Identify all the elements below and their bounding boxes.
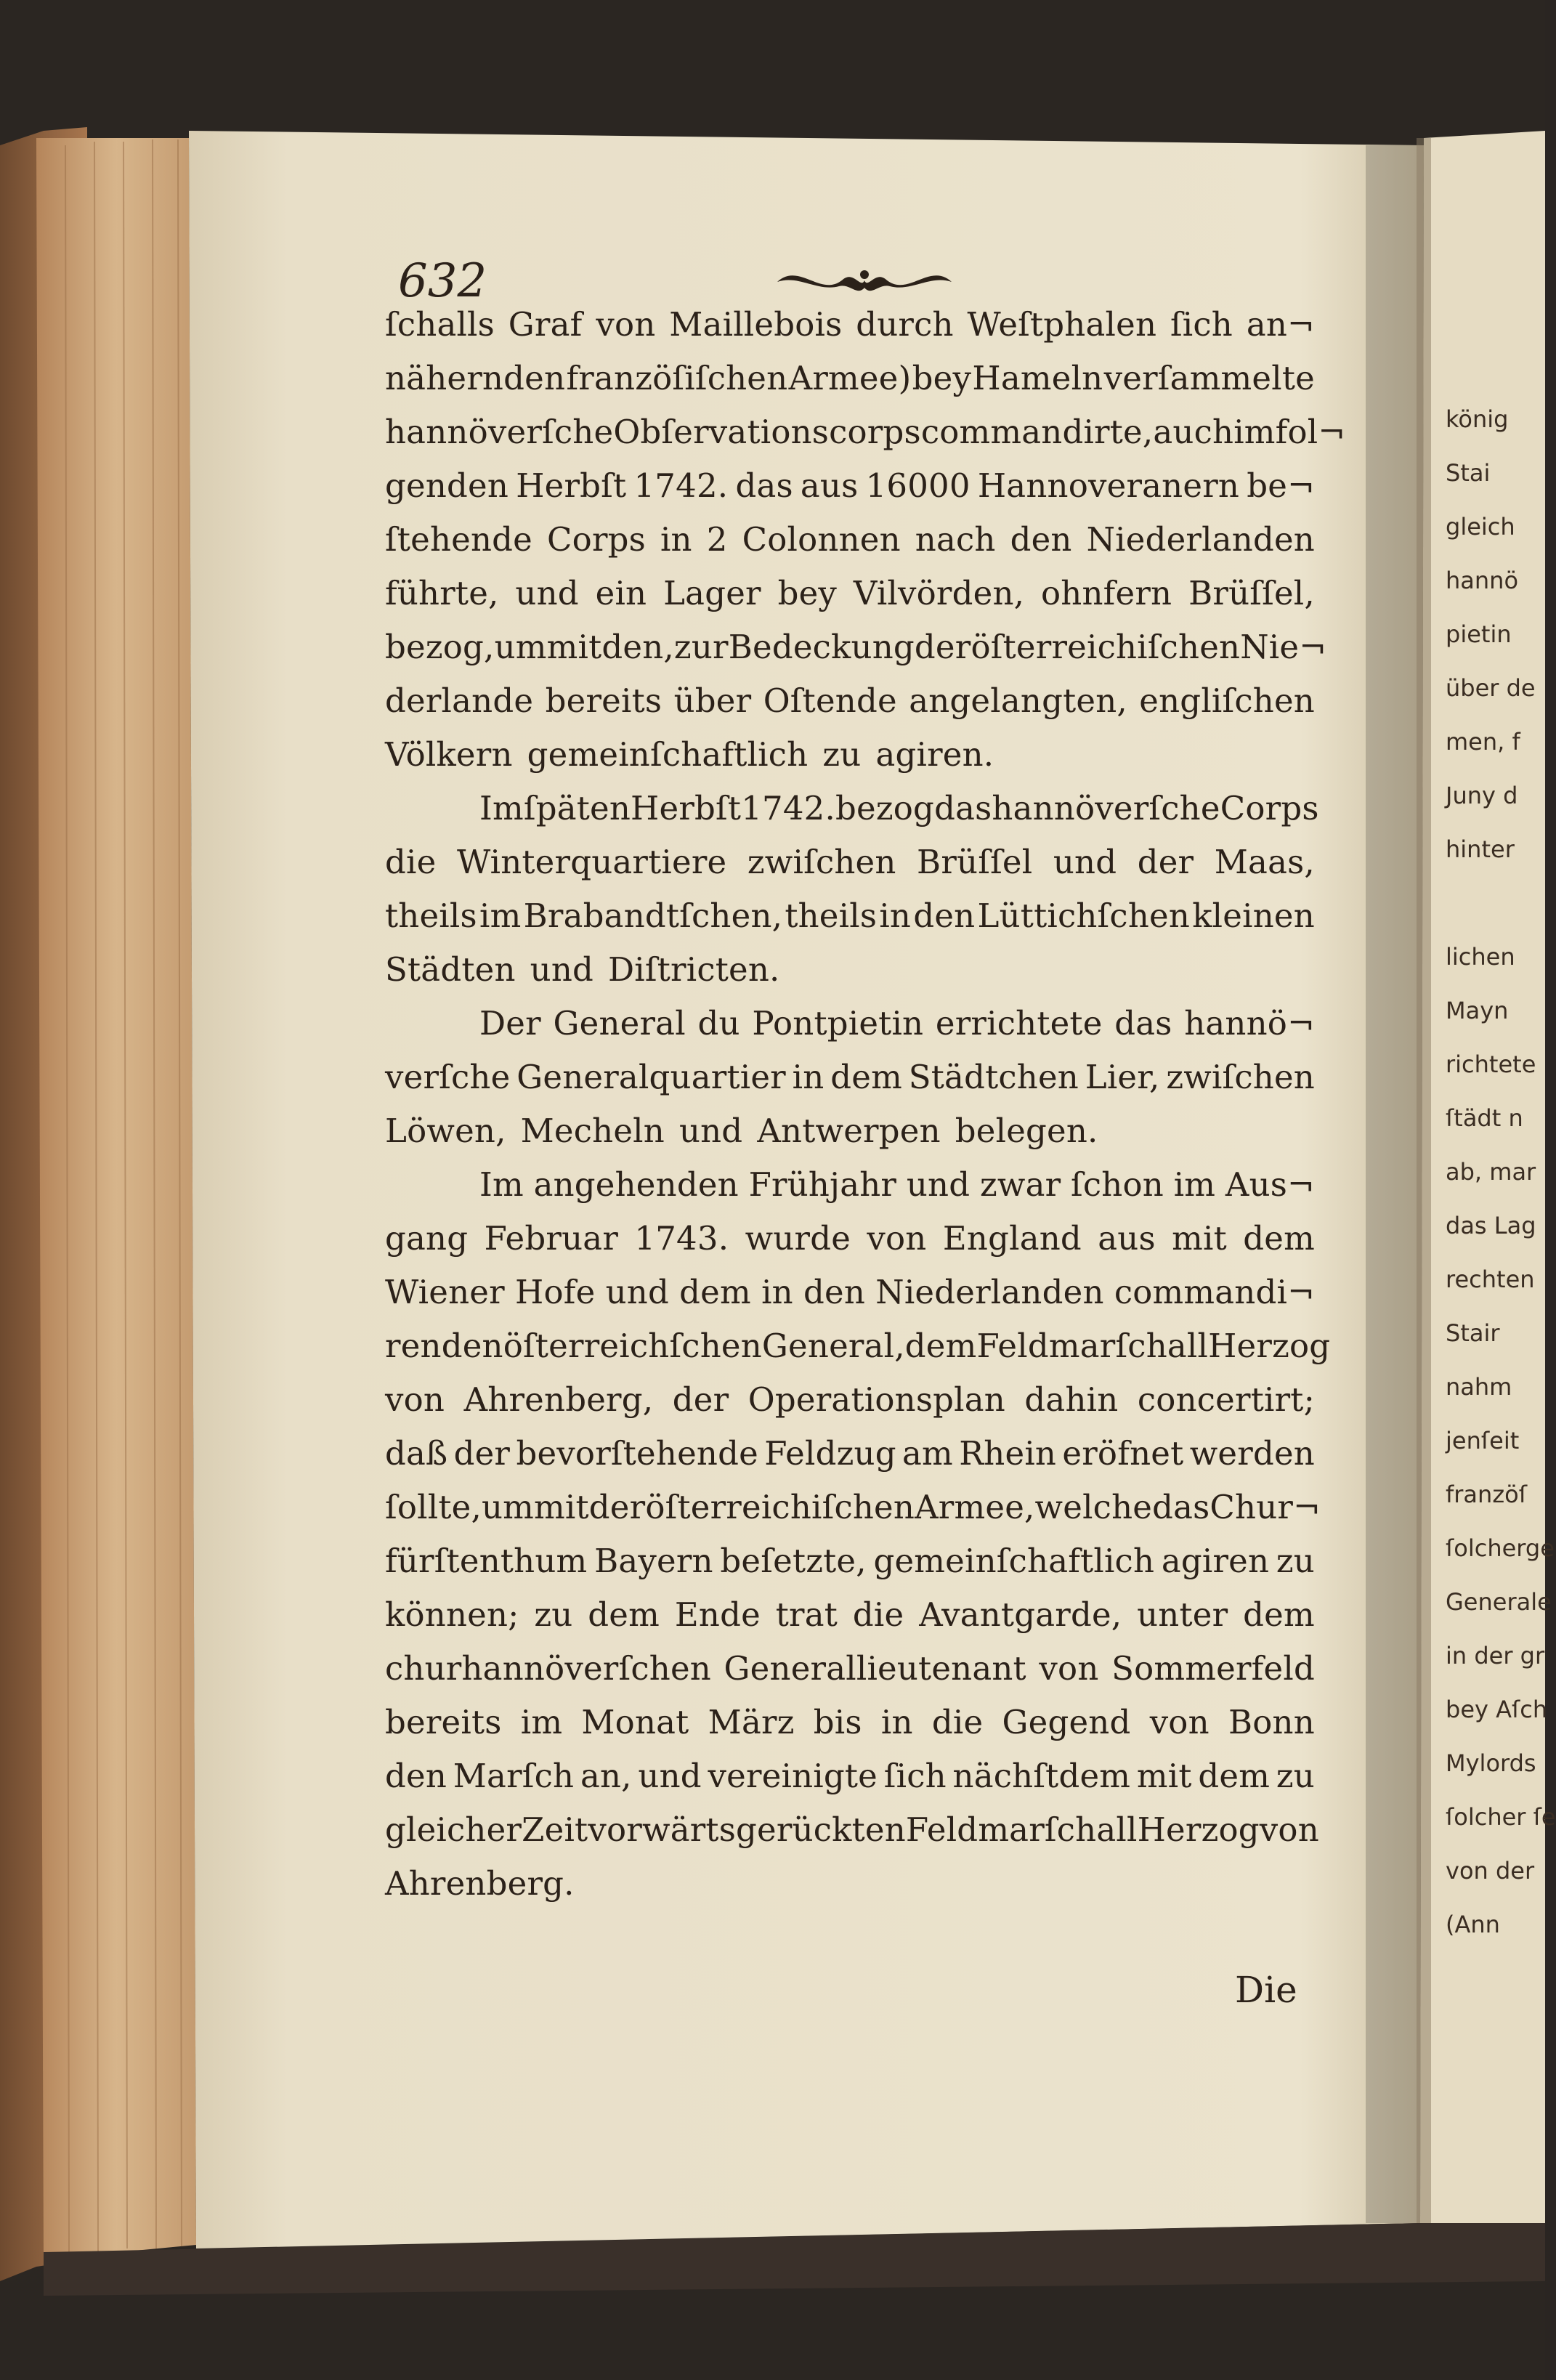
word: Lier, — [1085, 1058, 1160, 1096]
word: zwar — [979, 1165, 1061, 1204]
word: Ahrenberg. — [385, 1864, 575, 1903]
text-line — [385, 1488, 1321, 1542]
word: Generallieutenant — [724, 1649, 1026, 1688]
word: Februar — [484, 1219, 619, 1258]
right-page-fragment: könig — [1446, 405, 1509, 433]
text-line — [385, 305, 1315, 359]
word: Bedeckung — [728, 628, 915, 666]
text-line — [385, 413, 1346, 466]
word: Chur¬ — [1209, 1488, 1321, 1526]
word: März — [708, 1703, 795, 1741]
word: theils — [785, 896, 878, 935]
word: können; — [385, 1595, 519, 1634]
word: dem — [588, 1595, 660, 1634]
right-page-fragment: ab, mar — [1446, 1158, 1536, 1186]
word: daß — [385, 1434, 448, 1473]
text-line — [385, 1004, 1315, 1058]
text-line — [385, 1703, 1315, 1757]
word: an¬ — [1246, 305, 1315, 344]
word: bereits — [545, 681, 662, 720]
text-line — [385, 681, 1315, 735]
word: über — [673, 681, 752, 720]
word: kleinen — [1192, 896, 1315, 935]
text-line — [385, 466, 1315, 520]
word: welche — [1034, 1488, 1153, 1526]
word: Ende — [674, 1595, 761, 1634]
word: und — [1053, 843, 1117, 881]
word: angelangten, — [909, 681, 1127, 720]
word: öſterreichiſchen — [645, 1488, 915, 1526]
word: und — [515, 574, 579, 612]
text-line — [385, 1380, 1315, 1434]
word: Der — [479, 1004, 541, 1043]
word: Bayern — [594, 1542, 713, 1580]
ornament-icon — [770, 254, 959, 305]
word: General, — [761, 1327, 905, 1365]
word: Corps — [1220, 789, 1319, 827]
right-page-fragment: pietin — [1446, 620, 1512, 648]
word: bezog, — [385, 628, 495, 666]
word: in — [879, 896, 912, 935]
word: Städtchen — [908, 1058, 1079, 1096]
word: um — [481, 1488, 535, 1526]
word: um — [494, 628, 547, 666]
word: hannöverſche — [992, 789, 1220, 827]
word: bezog — [835, 789, 935, 827]
right-page-fragment: Stai — [1446, 459, 1491, 487]
word: Aus¬ — [1225, 1165, 1315, 1204]
word: du — [697, 1004, 740, 1043]
text-line — [385, 1864, 1315, 1918]
word: engliſchen — [1139, 681, 1315, 720]
word: der — [588, 1488, 646, 1526]
word: mit — [1172, 1219, 1227, 1258]
word: in — [792, 1058, 824, 1096]
right-page-fragment: in der gr — [1446, 1642, 1545, 1669]
word: 1743. — [634, 1219, 729, 1258]
word: eröfnet — [1062, 1434, 1184, 1473]
word: von — [385, 1380, 445, 1419]
word: Lüttichſchen — [977, 896, 1191, 935]
word: Mecheln — [520, 1112, 665, 1150]
word: das — [934, 789, 992, 827]
word: Im — [479, 1165, 524, 1204]
word: zu — [822, 735, 862, 774]
text-line — [385, 574, 1315, 628]
word: Niederlanden — [1086, 520, 1315, 559]
word: den — [385, 1757, 447, 1795]
word: Brüſſel — [917, 843, 1033, 881]
text-line — [385, 950, 1315, 1004]
word: Hameln — [972, 359, 1103, 397]
word: Feldmarſchall — [905, 1810, 1138, 1849]
word: Frühjahr — [748, 1165, 897, 1204]
word: Herzog — [1137, 1810, 1260, 1849]
text-line — [385, 1434, 1315, 1488]
word: commandi¬ — [1114, 1273, 1315, 1311]
right-page-fragment: Stair — [1446, 1319, 1500, 1347]
word: und — [605, 1273, 669, 1311]
right-page-fragment — [1446, 876, 1533, 930]
word: öſterreichſchen — [503, 1327, 762, 1365]
word: bis — [813, 1703, 862, 1741]
word: die — [852, 1595, 904, 1634]
word: unter — [1137, 1595, 1228, 1634]
word: Graf — [508, 305, 583, 344]
right-page-fragment: rechten — [1446, 1266, 1535, 1293]
word: ſchon — [1071, 1165, 1164, 1204]
word: im — [479, 896, 522, 935]
word: ſich — [1170, 305, 1233, 344]
word: der — [453, 1434, 511, 1473]
word: franzöſiſchen — [566, 359, 788, 397]
page-body — [385, 305, 1346, 1918]
word: Maas, — [1214, 843, 1315, 881]
word: nach — [915, 520, 996, 559]
word: am — [902, 1434, 953, 1473]
word: der — [914, 628, 971, 666]
word: nähernden — [385, 359, 566, 397]
word: der — [1137, 843, 1194, 881]
word: das — [1152, 1488, 1210, 1526]
right-page-fragment: franzöſ — [1446, 1481, 1527, 1508]
word: öſterreichiſchen — [971, 628, 1241, 666]
word: das — [1114, 1004, 1172, 1043]
gutter-shadow — [1366, 145, 1424, 2223]
word: zwiſchen — [1166, 1058, 1315, 1096]
text-line — [385, 1058, 1315, 1112]
word: und — [906, 1165, 971, 1204]
word: Herbſt — [516, 466, 627, 505]
catchword: Die — [1235, 1969, 1297, 2011]
word: von — [1259, 1810, 1319, 1849]
word: 2 — [706, 520, 728, 559]
word: zur — [673, 628, 729, 666]
right-page-fragment: über de — [1446, 674, 1536, 702]
right-page-fragment: Juny d — [1446, 782, 1518, 809]
right-page-fragment: ſolcher ſe — [1446, 1803, 1556, 1831]
word: den — [803, 1273, 866, 1311]
word: vorwärts — [588, 1810, 737, 1849]
page-stack — [36, 138, 196, 2259]
text-line — [385, 520, 1315, 574]
word: hannö¬ — [1184, 1004, 1315, 1043]
right-page-fragment: hannö — [1446, 567, 1519, 594]
text-line — [385, 896, 1315, 950]
right-page-fragments — [1446, 392, 1556, 1951]
word: mit — [546, 628, 602, 666]
word: Wiener — [385, 1273, 505, 1311]
word: Bonn — [1228, 1703, 1315, 1741]
right-page-fragment: richtete — [1446, 1051, 1536, 1078]
word: das — [735, 466, 793, 505]
word: zu — [1276, 1757, 1315, 1795]
word: die — [385, 843, 437, 881]
right-page-fragment: ſtädt n — [1446, 1104, 1523, 1132]
word: Sommerfeld — [1111, 1649, 1315, 1688]
word: im — [1173, 1165, 1216, 1204]
word: Corps — [547, 520, 646, 559]
word: vereinigte — [708, 1757, 878, 1795]
word: aus — [800, 466, 859, 505]
word: und — [638, 1757, 702, 1795]
text-line — [385, 1757, 1315, 1810]
word: Oſtende — [763, 681, 897, 720]
right-page-fragment: Mayn — [1446, 997, 1509, 1024]
word: dem — [1198, 1757, 1271, 1795]
word: dem — [1243, 1595, 1315, 1634]
word: Marſch — [453, 1757, 575, 1795]
word: der — [672, 1380, 729, 1419]
word: Gegend — [1002, 1703, 1131, 1741]
word: Hofe — [515, 1273, 596, 1311]
word: Vilvörden, — [853, 574, 1025, 612]
word: auch — [1153, 413, 1234, 451]
word: Winterquartiere — [456, 843, 727, 881]
text-line — [385, 1649, 1315, 1703]
word: concertirt; — [1137, 1380, 1315, 1419]
word: durch — [856, 305, 954, 344]
text-line — [385, 1219, 1315, 1273]
word: trat — [775, 1595, 838, 1634]
word: Lager — [663, 574, 761, 612]
word: gemeinſchaftlich — [873, 1542, 1155, 1580]
word: von — [1149, 1703, 1209, 1741]
word: fol¬ — [1275, 413, 1346, 451]
word: in — [660, 520, 692, 559]
word: gleicher — [385, 1810, 522, 1849]
word: verſche — [385, 1058, 511, 1096]
word: im — [1233, 413, 1276, 451]
word: dem — [1243, 1219, 1315, 1258]
word: wurde — [745, 1219, 851, 1258]
word: Generalquartier — [516, 1058, 786, 1096]
right-page-fragment: men, f — [1446, 728, 1520, 756]
text-line — [385, 735, 1315, 789]
word: zu — [534, 1595, 573, 1634]
right-page-fragment: Generale — [1446, 1588, 1552, 1616]
word: und — [678, 1112, 743, 1150]
word: Feldzug — [764, 1434, 896, 1473]
word: Obſervationscorps — [613, 413, 921, 451]
word: von — [1039, 1649, 1099, 1688]
word: Antwerpen — [757, 1112, 941, 1150]
word: Diſtricten. — [608, 950, 780, 989]
text-line — [385, 628, 1327, 681]
text-line — [385, 1273, 1315, 1327]
word: den — [1010, 520, 1072, 559]
word: aus — [1098, 1219, 1156, 1258]
word: Maillebois — [669, 305, 843, 344]
page-number: 632 — [398, 254, 487, 308]
text-line — [385, 1112, 1315, 1165]
word: Operationsplan — [747, 1380, 1005, 1419]
word: Herbſt — [631, 789, 742, 827]
word: zu — [1276, 1542, 1315, 1580]
text-line — [385, 1327, 1331, 1380]
right-page-fragment: jenſeit — [1446, 1427, 1520, 1454]
word: fürſtenthum — [385, 1542, 588, 1580]
word: dem — [904, 1327, 977, 1365]
word: Völkern — [385, 735, 513, 774]
word: Herzog — [1208, 1327, 1331, 1365]
right-page-fragment: hinter — [1446, 835, 1515, 863]
word: Armee, — [915, 1488, 1035, 1526]
word: gemeinſchaftlich — [527, 735, 809, 774]
word: Weſtphalen — [967, 305, 1157, 344]
word: Löwen, — [385, 1112, 506, 1150]
word: in — [761, 1273, 793, 1311]
word: mit — [534, 1488, 589, 1526]
word: ſpäten — [523, 789, 631, 827]
word: Rhein — [959, 1434, 1057, 1473]
word: die — [931, 1703, 984, 1741]
word: bevorſtehende — [516, 1434, 758, 1473]
word: verſammelte — [1103, 359, 1315, 397]
word: angehenden — [533, 1165, 739, 1204]
word: Monat — [581, 1703, 689, 1741]
word: ſchalls — [385, 305, 495, 344]
word: an, — [580, 1757, 632, 1795]
word: Im — [479, 789, 524, 827]
word: Colonnen — [742, 520, 901, 559]
right-page-fragment: gleich — [1446, 513, 1515, 541]
word: zwiſchen — [747, 843, 896, 881]
word: werden — [1189, 1434, 1315, 1473]
word: agiren — [1161, 1542, 1270, 1580]
right-page-fragment: von der — [1446, 1857, 1535, 1885]
word: Niederlanden — [875, 1273, 1104, 1311]
word: Hannoveranern — [977, 466, 1240, 505]
word: gerückten — [736, 1810, 906, 1849]
word: bey — [777, 574, 838, 612]
word: ſich — [883, 1757, 947, 1795]
word: ſollte, — [385, 1488, 482, 1526]
word: von — [867, 1219, 927, 1258]
word: Brüſſel, — [1188, 574, 1315, 612]
word: Ahrenberg, — [463, 1380, 654, 1419]
word: den — [913, 896, 976, 935]
text-line — [385, 843, 1315, 896]
word: General — [553, 1004, 686, 1043]
word: führte, — [385, 574, 499, 612]
word: Städten — [385, 950, 516, 989]
text-line — [385, 1542, 1315, 1595]
word: agiren. — [875, 735, 994, 774]
word: bereits — [385, 1703, 502, 1741]
word: ſtehende — [385, 520, 533, 559]
word: theils — [385, 896, 477, 935]
word: und — [530, 950, 594, 989]
word: dahin — [1024, 1380, 1119, 1419]
word: churhannöverſchen — [385, 1649, 711, 1688]
right-page-fragment: nahm — [1446, 1373, 1512, 1401]
word: derlande — [385, 681, 534, 720]
word: Feldmarſchall — [976, 1327, 1209, 1365]
word: hannöverſche — [385, 413, 614, 451]
word: von — [596, 305, 656, 344]
text-line — [385, 789, 1319, 843]
word: in — [880, 1703, 913, 1741]
text-line — [385, 1165, 1315, 1219]
right-page-fragment: (Ann — [1446, 1911, 1500, 1938]
word: Pontpietin — [752, 1004, 924, 1043]
word: errichtete — [935, 1004, 1103, 1043]
word: gang — [385, 1219, 469, 1258]
word: genden — [385, 466, 509, 505]
word: belegen. — [955, 1112, 1098, 1150]
word: Avantgarde, — [919, 1595, 1122, 1634]
right-page-fragment: lichen — [1446, 943, 1515, 971]
word: mit — [1136, 1757, 1192, 1795]
word: dem — [830, 1058, 902, 1096]
word: dem — [679, 1273, 751, 1311]
right-page-fragment: ſolcherge — [1446, 1534, 1555, 1562]
right-page-fragment: bey Aſch — [1446, 1696, 1548, 1723]
word: be¬ — [1247, 466, 1315, 505]
word: Zeit — [522, 1810, 588, 1849]
word: den, — [601, 628, 674, 666]
word: beſetzte, — [720, 1542, 867, 1580]
text-line — [385, 1595, 1315, 1649]
word: renden — [385, 1327, 503, 1365]
word: ein — [595, 574, 647, 612]
word: 1742. — [633, 466, 729, 505]
right-page-fragment: Mylords — [1446, 1749, 1536, 1777]
text-line — [385, 1810, 1319, 1864]
word: Armee) — [788, 359, 912, 397]
word: 16000 — [865, 466, 971, 505]
right-page-fragment: das Lag — [1446, 1212, 1536, 1239]
word: England — [942, 1219, 1082, 1258]
word: Brabandtſchen, — [523, 896, 783, 935]
word: 1742. — [741, 789, 836, 827]
word: commandirte, — [920, 413, 1154, 451]
word: nächſtdem — [952, 1757, 1131, 1795]
word: im — [520, 1703, 563, 1741]
text-line — [385, 359, 1315, 413]
word: bey — [912, 359, 972, 397]
word: ohnfern — [1041, 574, 1172, 612]
word: Nie¬ — [1240, 628, 1327, 666]
